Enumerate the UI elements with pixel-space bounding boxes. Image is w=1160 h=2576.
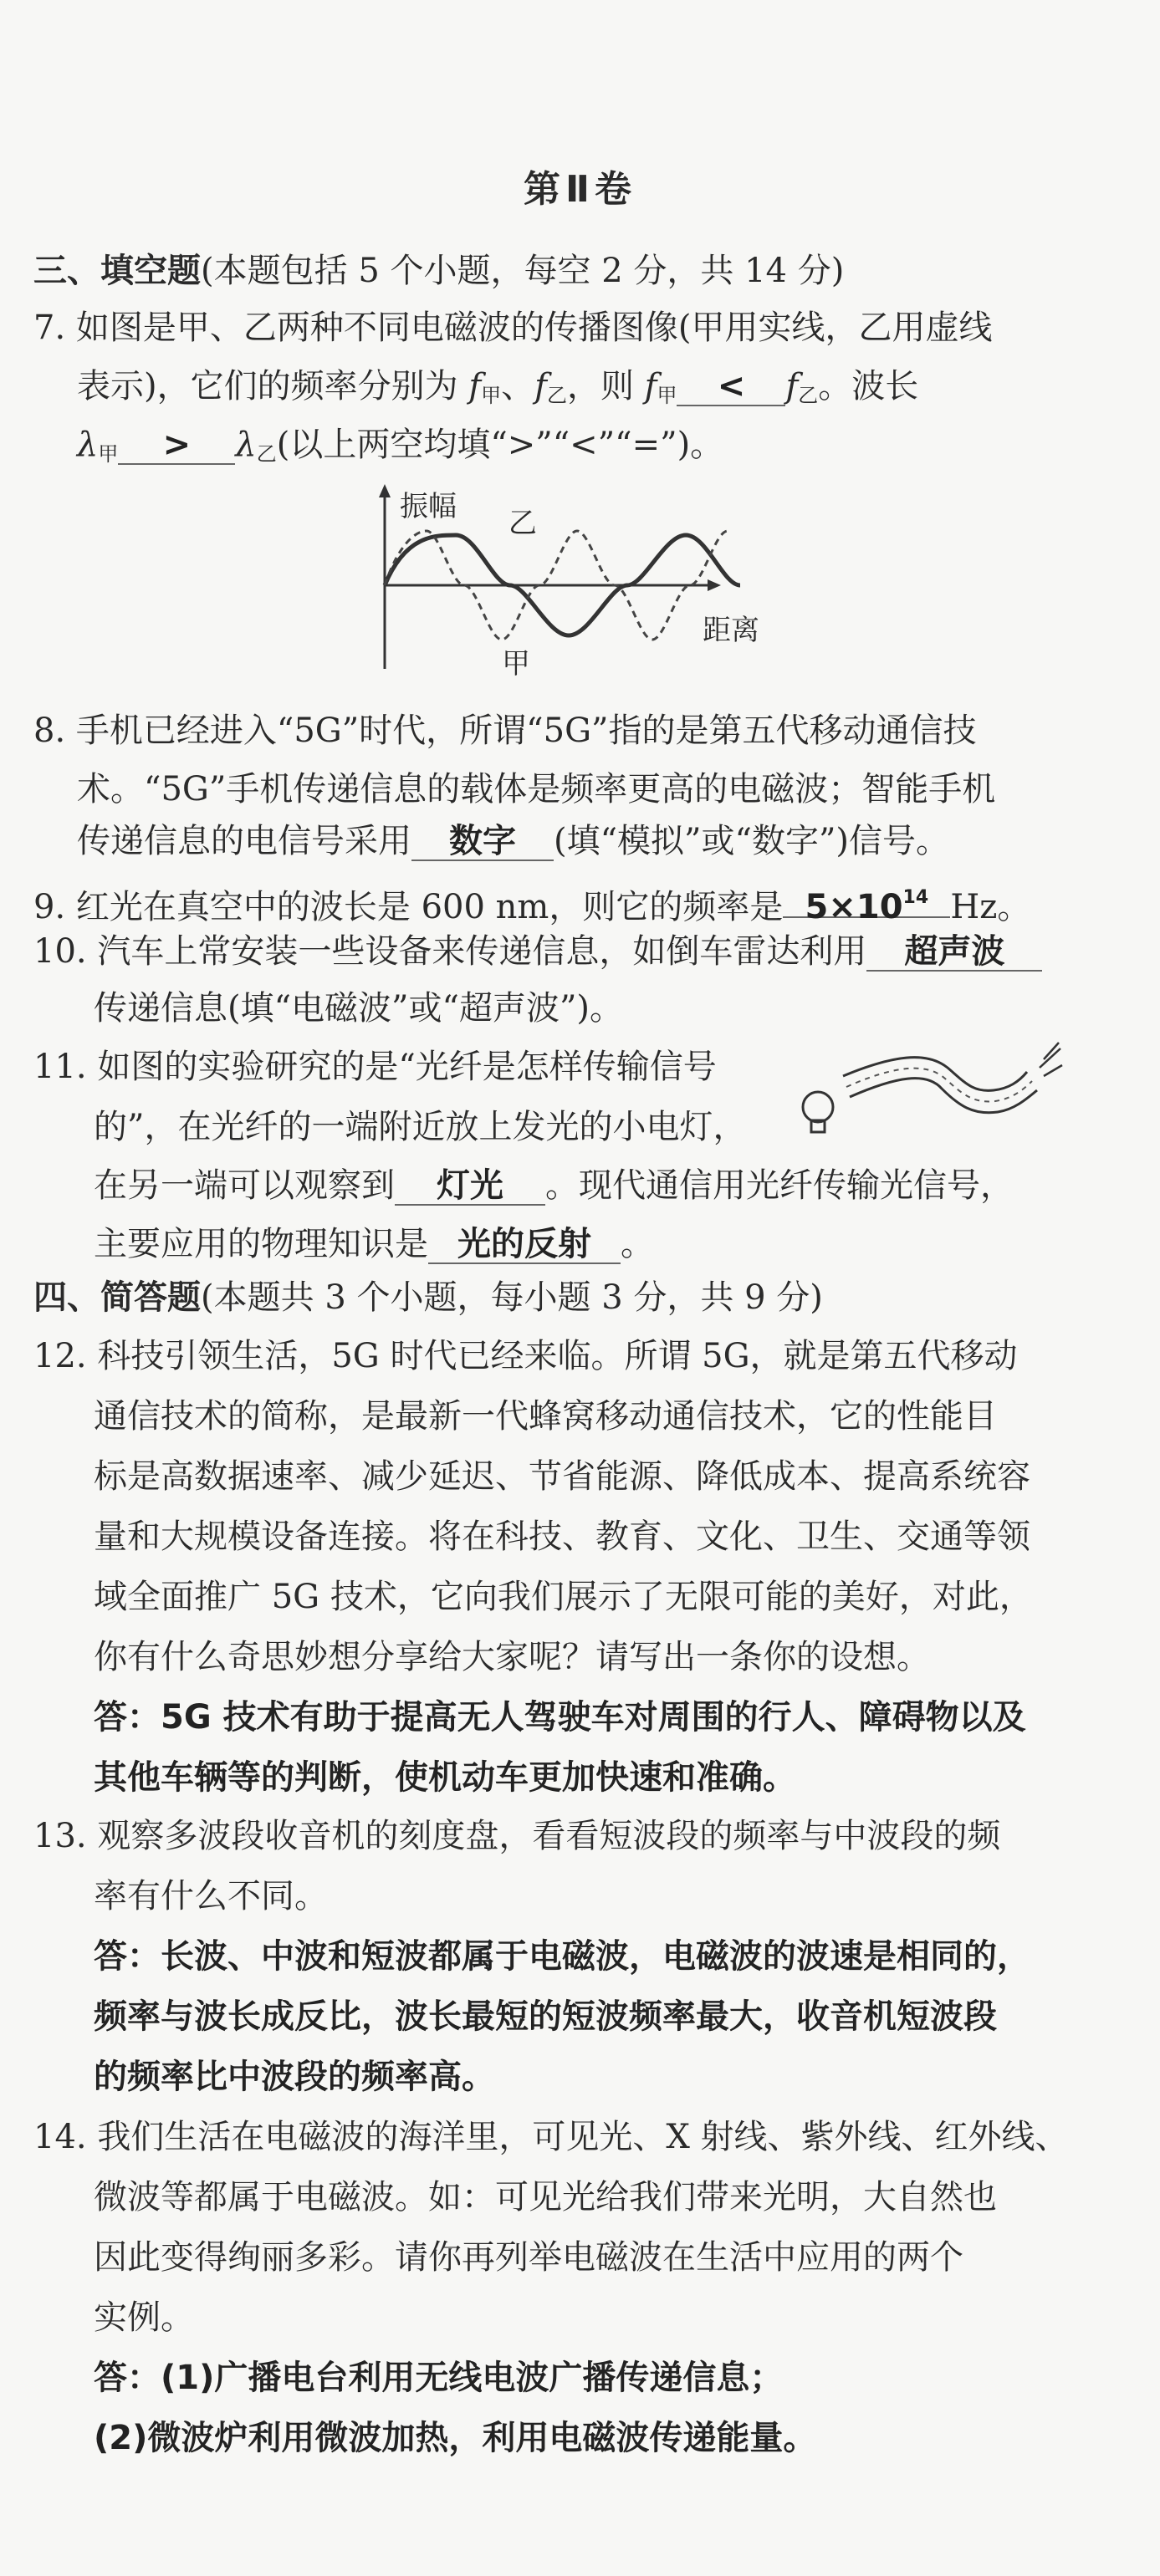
q13-answer-line1: 答：长波、中波和短波都属于电磁波，电磁波的波速是相同的， — [94, 1937, 1030, 1976]
q11-line2: 的”，在光纤的一端附近放上发光的小电灯， — [94, 1108, 747, 1146]
q14-answer-line1: 答：(1)广播电台利用无线电波广播传递信息； — [94, 2359, 784, 2397]
y-axis-label: 振幅 — [400, 490, 457, 523]
x-axis-label: 距离 — [703, 614, 759, 647]
q14-line2: 微波等都属于电磁波。如：可见光给我们带来光明，大自然也 — [94, 2178, 997, 2216]
q9-text-b: Hz。 — [950, 888, 1031, 926]
q10-line1 — [33, 928, 1042, 975]
q13-line1: 13. 观察多波段收音机的刻度盘，看看短波段的频率与中波段的频 — [33, 1817, 1001, 1855]
section3-heading: 三、填空题 — [33, 252, 201, 290]
q11-answer-1: 灯光 — [395, 1162, 545, 1206]
wave-yi-label: 乙 — [508, 507, 537, 540]
q12-answer-line2: 其他车辆等的判断，使机动车更加快速和准确。 — [94, 1758, 796, 1797]
q7-sub-lambda-yi: 乙 — [256, 442, 277, 466]
q7-text-c: ，则 — [566, 367, 645, 406]
fiber-figure — [793, 1030, 1069, 1147]
q7-f-jia-2: f — [644, 367, 657, 406]
q7-lambda-yi: λ — [235, 426, 257, 464]
q11-text-a: 在另一端可以观察到 — [94, 1166, 395, 1205]
page-title: 第Ⅱ卷 — [524, 168, 636, 211]
q10-answer: 超声波 — [866, 928, 1042, 972]
q9-answer-exp: 14 — [902, 887, 929, 908]
q7-sub-lambda-jia: 甲 — [98, 442, 119, 466]
q7-line2 — [77, 363, 918, 419]
q8-line2: 术。“5G”手机传递信息的载体是频率更高的电磁波；智能手机 — [77, 770, 996, 809]
q7-answer-1: < — [677, 363, 785, 406]
q9-answer — [783, 875, 950, 926]
q7-sub-yi-2: 乙 — [798, 384, 819, 407]
q9-line1 — [33, 875, 1030, 931]
q7-sub-yi: 乙 — [546, 384, 567, 407]
section4-note: (本题共 3 个小题，每小题 3 分，共 9 分) — [201, 1278, 823, 1317]
q12-line1: 12. 科技引领生活，5G 时代已经来临。所谓 5G，就是第五代移动 — [33, 1337, 1018, 1375]
q7-text-d: 。波长 — [818, 367, 919, 406]
q11-line3 — [94, 1162, 1014, 1209]
q12-line6: 你有什么奇思妙想分享给大家呢？请写出一条你的设想。 — [94, 1638, 930, 1676]
q14-line1: 14. 我们生活在电磁波的海洋里，可见光、X 射线、紫外线、红外线、 — [33, 2118, 1069, 2156]
wave-jia-label: 甲 — [502, 647, 530, 677]
q11-text-d: 。 — [621, 1225, 654, 1263]
q11-line1: 11. 如图的实验研究的是“光纤是怎样传输信号 — [33, 1048, 717, 1086]
section4-heading: 四、简答题 — [33, 1278, 201, 1317]
light-rays — [1040, 1043, 1062, 1076]
q14-line3: 因此变得绚丽多彩。请你再列举电磁波在生活中应用的两个 — [94, 2238, 963, 2277]
q8-text-a: 传递信息的电信号采用 — [77, 822, 411, 860]
lamp-bulb — [803, 1092, 833, 1122]
q10-text-a: 10. 汽车上常安装一些设备来传递信息，如倒车雷达利用 — [33, 932, 867, 971]
q7-text-a: 表示)，它们的频率分别为 — [77, 367, 469, 406]
q7-answer-2: > — [118, 421, 235, 465]
q7-line3 — [77, 421, 723, 477]
q11-answer-2: 光的反射 — [428, 1221, 621, 1264]
q11-text-c: 主要应用的物理知识是 — [94, 1225, 428, 1263]
q13-answer-line2: 频率与波长成反比，波长最短的短波频率最大，收音机短波段 — [94, 1997, 997, 2036]
q9-text-a: 9. 红光在真空中的波长是 600 nm，则它的频率是 — [33, 888, 784, 926]
q7-sub-jia: 甲 — [481, 384, 502, 407]
q10-line2: 传递信息(填“电磁波”或“超声波”)。 — [94, 989, 624, 1028]
fiber-top-edge — [843, 1058, 1027, 1091]
q7-f-yi: f — [534, 367, 547, 406]
section3-header — [33, 247, 844, 294]
wave-figure — [368, 481, 786, 677]
q12-line3: 标是高数据速率、减少延迟、节省能源、降低成本、提高系统容 — [94, 1457, 1030, 1496]
q7-line1: 7. 如图是甲、乙两种不同电磁波的传播图像(甲用实线，乙用虚线 — [33, 309, 993, 347]
fiber-bottom-edge — [850, 1079, 1037, 1113]
q14-line4: 实例。 — [94, 2298, 194, 2337]
q8-line3 — [77, 818, 949, 865]
section3-note: (本题包括 5 个小题，每空 2 分，共 14 分) — [201, 252, 845, 290]
q8-line1: 8. 手机已经进入“5G”时代，所谓“5G”指的是第五代移动通信技 — [33, 712, 977, 750]
q11-text-b: 。现代通信用光纤传输光信号， — [545, 1166, 1014, 1205]
q8-text-b: (填“模拟”或“数字”)信号。 — [554, 822, 950, 860]
q7-lambda-jia: λ — [77, 426, 99, 464]
q7-f-jia: f — [468, 367, 482, 406]
q12-line4: 量和大规模设备连接。将在科技、教育、文化、卫生、交通等领 — [94, 1518, 1030, 1556]
q13-line2: 率有什么不同。 — [94, 1877, 328, 1915]
q7-f-yi-2: f — [785, 367, 799, 406]
q13-answer-line3: 的频率比中波段的频率高。 — [94, 2058, 495, 2096]
q14-answer-line2: (2)微波炉利用微波加热，利用电磁波传递能量。 — [94, 2419, 817, 2457]
q7-text-b: 、 — [501, 367, 535, 406]
q12-answer-line1: 答：5G 技术有助于提高无人驾驶车对周围的行人、障碍物以及 — [94, 1698, 1026, 1737]
q8-answer: 数字 — [411, 818, 554, 861]
q7-text-e: (以上两空均填“>”“<”“=”)。 — [276, 426, 724, 464]
q12-line5: 域全面推广 5G 技术，它向我们展示了无限可能的美好，对此， — [94, 1578, 1033, 1616]
q12-line2: 通信技术的简称，是最新一代蜂窝移动通信技术，它的性能目 — [94, 1397, 997, 1436]
section4-header — [33, 1274, 823, 1321]
q9-answer-base: 5×10 — [805, 888, 903, 926]
y-axis-arrow — [379, 484, 391, 497]
q11-line4 — [94, 1221, 654, 1268]
q7-sub-jia-2: 甲 — [657, 384, 677, 407]
x-axis-arrow — [708, 579, 721, 591]
